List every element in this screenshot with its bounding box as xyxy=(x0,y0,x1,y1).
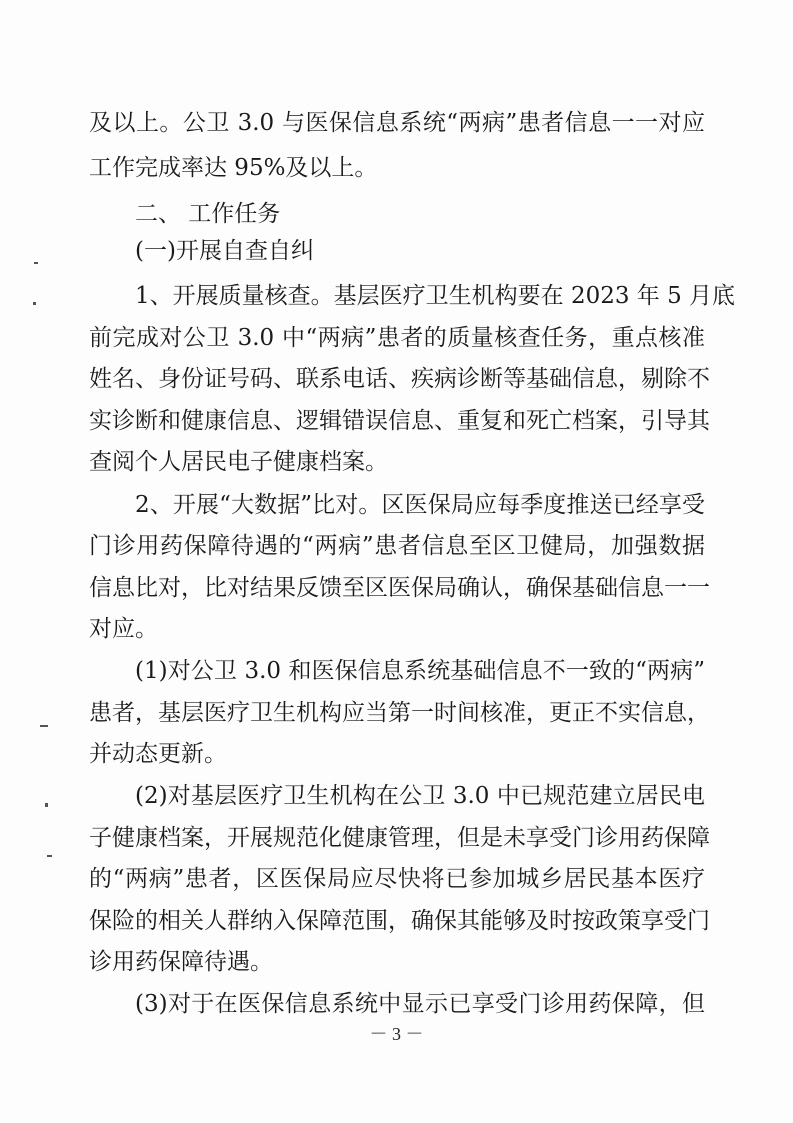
paragraph-line: 的“两病”患者，区医保局应尽快将已参加城乡居民基本医疗 xyxy=(89,866,705,892)
paragraph-line: (3)对于在医保信息系统中显示已享受门诊用药保障，但 xyxy=(135,991,705,1017)
paragraph-line: 姓名、身份证号码、联系电话、疾病诊断等基础信息，剔除不 xyxy=(89,366,710,392)
page-number: － 3 － xyxy=(369,1024,424,1044)
paragraph-line: 诊用药保障待遇。 xyxy=(89,949,273,975)
scan-artifact xyxy=(40,725,48,727)
scan-artifact xyxy=(34,262,38,264)
paragraph-line: 前完成对公卫 3.0 中“两病”患者的质量核查任务，重点核准 xyxy=(89,325,705,351)
paragraph-line: 2、开展“大数据”比对。区医保局应每季度推送已经享受 xyxy=(135,492,705,518)
paragraph-line: 并动态更新。 xyxy=(89,741,227,767)
scan-artifact xyxy=(33,302,36,305)
paragraph-line: 对应。 xyxy=(89,616,158,642)
paragraph-line: 工作完成率达 95%及以上。 xyxy=(89,155,378,181)
scan-artifact xyxy=(45,803,48,807)
paragraph-line: 及以上。公卫 3.0 与医保信息系统“两病”患者信息一一对应 xyxy=(89,110,705,136)
paragraph-line: 患者，基层医疗卫生机构应当第一时间核准，更正不实信息， xyxy=(89,700,710,726)
paragraph-line: 1、开展质量核查。基层医疗卫生机构要在 2023 年 5 月底 xyxy=(135,283,736,309)
paragraph-line: 查阅个人居民电子健康档案。 xyxy=(89,449,388,475)
subsection-heading: (一)开展自查自纠 xyxy=(135,238,314,264)
paragraph-line: (1)对公卫 3.0 和医保信息系统基础信息不一致的“两病” xyxy=(135,658,705,684)
paragraph-line: (2)对基层医疗卫生机构在公卫 3.0 中已规范建立居民电 xyxy=(135,783,705,809)
paragraph-line: 信息比对，比对结果反馈至区医保局确认，确保基础信息一一 xyxy=(89,575,710,601)
paragraph-line: 门诊用药保障待遇的“两病”患者信息至区卫健局，加强数据 xyxy=(89,533,705,559)
scan-artifact xyxy=(47,855,52,857)
paragraph-line: 实诊断和健康信息、逻辑错误信息、重复和死亡档案，引导其 xyxy=(89,408,710,434)
paragraph-line: 子健康档案，开展规范化健康管理，但是未享受门诊用药保障 xyxy=(89,825,710,851)
section-heading: 二、 工作任务 xyxy=(135,201,281,227)
paragraph-line: 保险的相关人群纳入保障范围，确保其能够及时按政策享受门 xyxy=(89,908,710,934)
